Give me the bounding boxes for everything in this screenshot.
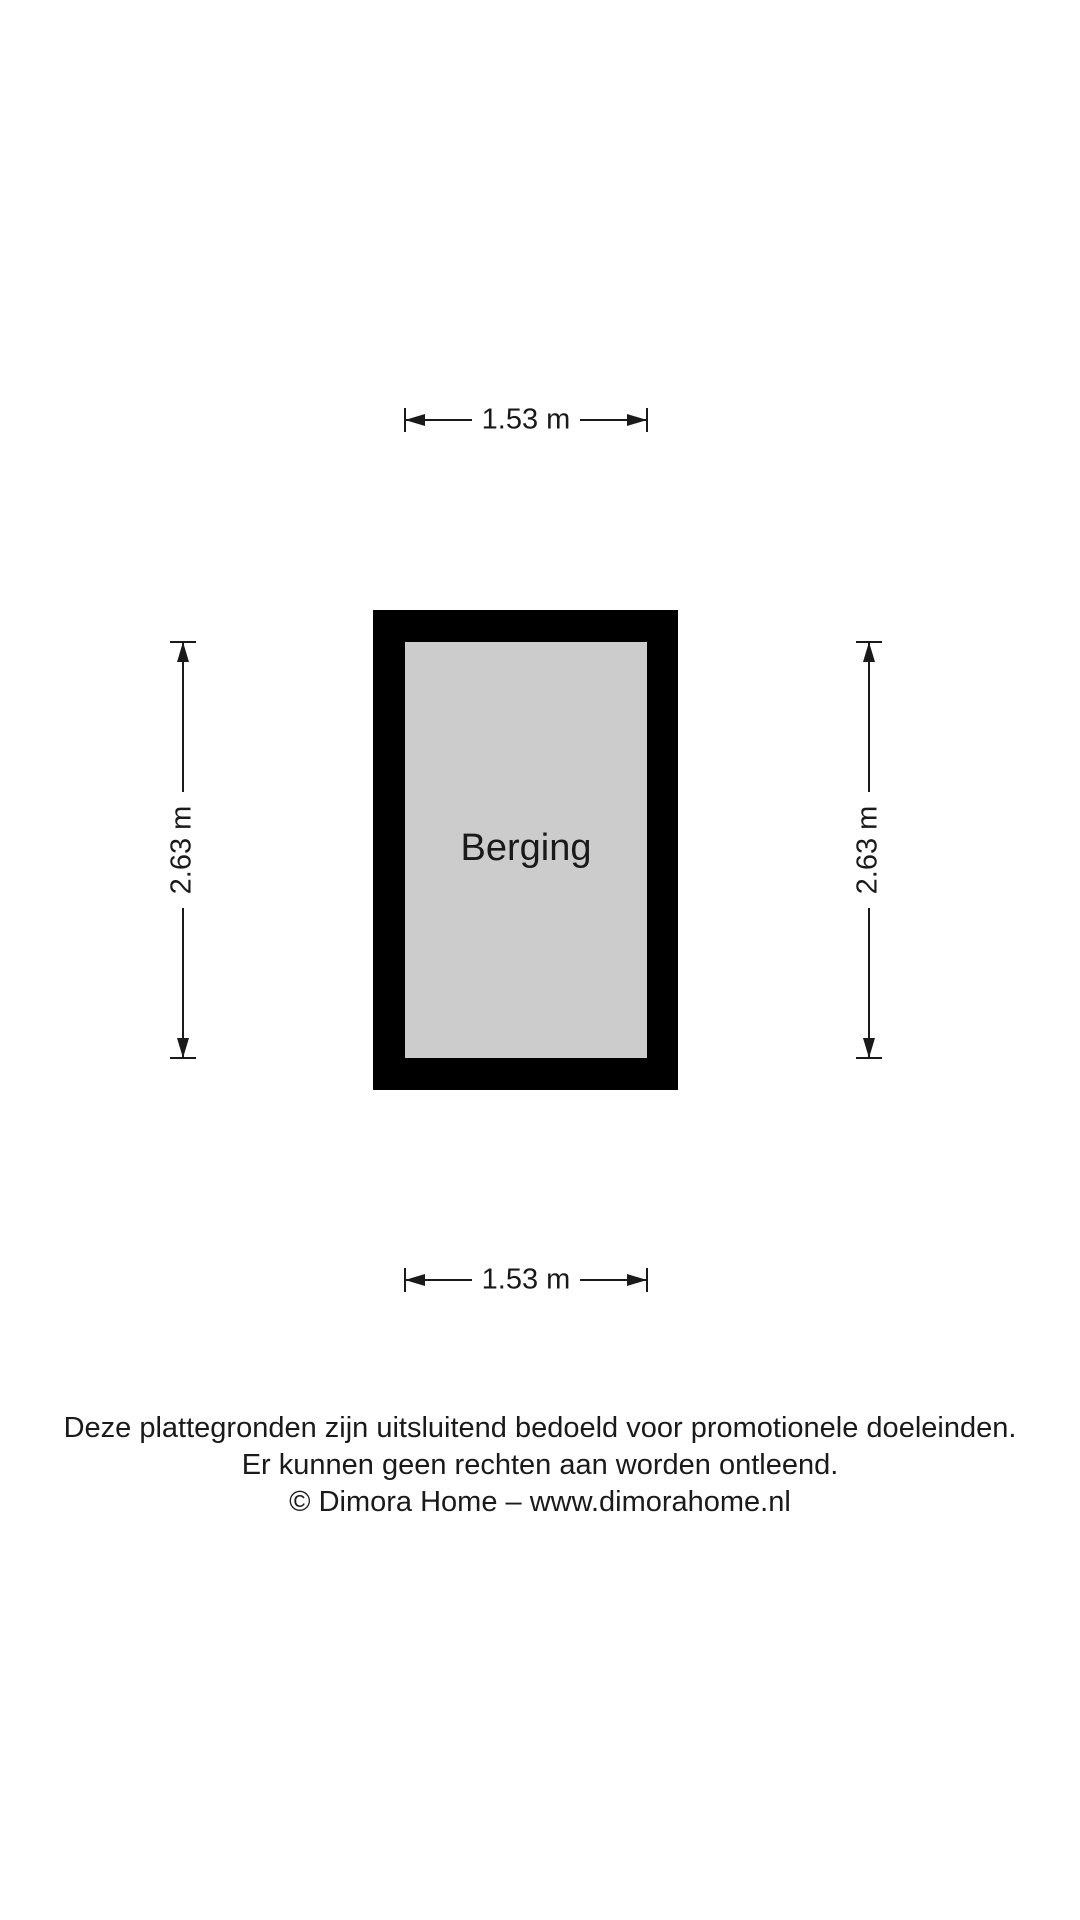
dimension-top-width [405, 404, 647, 436]
dimension-label-bottom: 1.53 m [481, 1263, 571, 1296]
disclaimer-line-1: Deze plattegronden zijn uitsluitend bedoeld voor promotionele doeleinden. [63, 1412, 1017, 1444]
disclaimer [0, 1410, 1080, 1521]
disclaimer-line-2: Er kunnen geen rechten aan worden ontleend. [241, 1449, 839, 1481]
arrow-down-icon [863, 1038, 875, 1058]
arrow-left-icon [405, 1274, 425, 1286]
dimension-right-height [852, 642, 884, 1058]
dimension-label-left: 2.63 m [165, 805, 198, 895]
arrow-up-icon [177, 642, 189, 662]
arrow-up-icon [863, 642, 875, 662]
arrow-right-icon [627, 414, 647, 426]
room-berging [373, 610, 678, 1090]
room-label: Berging [460, 827, 592, 870]
arrow-left-icon [405, 414, 425, 426]
disclaimer-line-3: © Dimora Home – www.dimorahome.nl [289, 1486, 791, 1518]
dimension-left-height [166, 642, 198, 1058]
arrow-right-icon [627, 1274, 647, 1286]
dimension-label-right: 2.63 m [851, 805, 884, 895]
dimension-bottom-width [405, 1264, 647, 1296]
dimension-label-top: 1.53 m [481, 403, 571, 436]
arrow-down-icon [177, 1038, 189, 1058]
